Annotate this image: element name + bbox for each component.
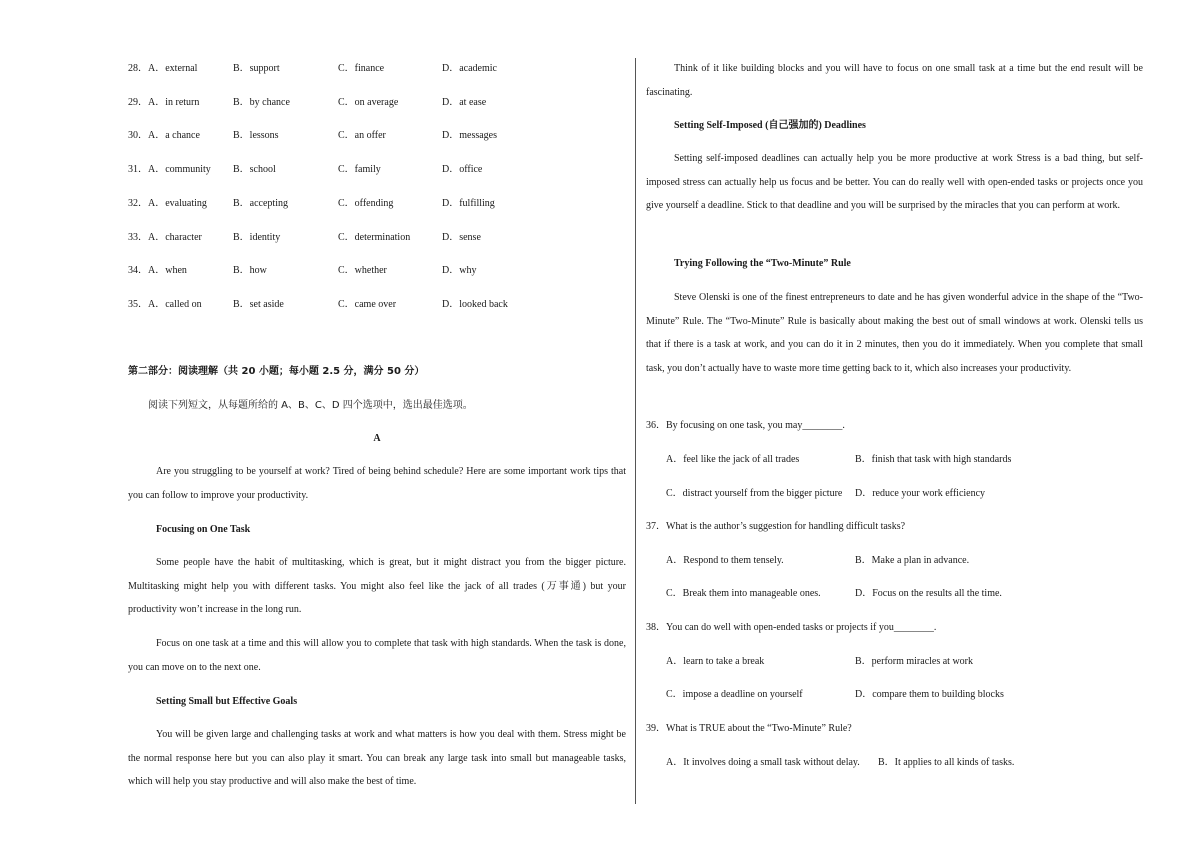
passage-paragraph-deadlines: Setting self-imposed deadlines can actually help you be more productive at work Stress is a bad thing, but self-imposed stress can actually help us focus and be better. You can do really well with open-ended tasks or projects once you give yourself a deadline. Stick to that deadline and you will be surprised by the miracles that you can perform at work. [646, 153, 1143, 211]
cloze-option-row [128, 62, 626, 76]
option-a[interactable]: A．character [148, 231, 202, 243]
option-b[interactable]: B．lessons [233, 130, 279, 142]
option-d[interactable]: D．fulfilling [442, 197, 495, 209]
cloze-option-row [128, 197, 626, 211]
option-b[interactable]: B．by chance [233, 96, 290, 108]
option-b[interactable]: B．school [233, 164, 276, 176]
option-d[interactable]: D．office [442, 164, 483, 176]
option-d[interactable]: D．why [442, 265, 477, 277]
question-number: 30． [128, 130, 148, 142]
option-d[interactable]: D．sense [442, 231, 481, 243]
question-38-option-c[interactable]: C．impose a deadline on yourself [666, 689, 803, 700]
question-number: 31． [128, 164, 148, 176]
question-36-stem: 36．By focusing on one task, you may________. [646, 420, 845, 431]
option-c[interactable]: C．finance [338, 63, 385, 74]
option-b[interactable]: B．set aside [233, 298, 284, 310]
passage-paragraph-large-tasks: You will be given large and challenging tasks at work and what matters is how you deal with them. Stress might be the normal response here but you can also play it smart. You can break any large task into small but manageable tasks, which will help you stay productive and will also make the best of time. [128, 729, 626, 787]
option-c[interactable]: C．whether [338, 265, 387, 277]
question-38-option-d[interactable]: D．compare them to building blocks [855, 689, 1004, 700]
option-a[interactable]: A．community [148, 164, 211, 176]
question-number: 32． [128, 197, 148, 209]
option-d[interactable]: D．messages [442, 130, 497, 142]
passage-paragraph-two-minute-rule: Steve Olenski is one of the finest entrepreneurs to date and he has given wonderful advice in the shape of the “Two-Minute” Rule. The “Two-Minute” Rule is basically about making the best out of small windows at work. Olenski tells us that if there is a task at work, and you can do it in 2 minutes, then you do it immediately. When you complete that small task, you don’t actually have to waste more time getting back to it, which also increases your productivity. [646, 292, 1143, 374]
option-c[interactable]: C．came over [338, 298, 397, 310]
question-number: 35． [128, 298, 148, 310]
passage-intro: Are you struggling to be yourself at work? Tired of being behind schedule? Here are some important work tips that you can follow to improve your productivity. [128, 466, 626, 501]
cloze-option-row [128, 298, 626, 312]
option-b[interactable]: B．accepting [233, 197, 288, 209]
heading-small-goals: Setting Small but Effective Goals [156, 696, 298, 707]
option-d[interactable]: D．academic [442, 63, 497, 74]
option-c[interactable]: C．determination [338, 231, 411, 243]
question-number: 33． [128, 231, 148, 243]
question-37-stem: 37．What is the author’s suggestion for handling difficult tasks? [646, 521, 906, 532]
question-number: 28． [128, 63, 148, 74]
column-divider [635, 58, 636, 804]
heading-two-minute-rule: Trying Following the “Two-Minute” Rule [674, 258, 851, 269]
question-39-option-a[interactable]: A．It involves doing a small task without delay. [666, 757, 860, 768]
question-38-stem: 38．You can do well with open-ended tasks or projects if you________. [646, 622, 937, 633]
option-b[interactable]: B．support [233, 63, 280, 74]
heading-self-imposed-deadlines: Setting Self-Imposed (自己强加的) Deadlines [674, 120, 866, 131]
passage-paragraph-building-blocks: Think of it like building blocks and you will have to focus on one small task at a time but the end result will be fascinating. [646, 63, 1143, 98]
question-39-stem: 39．What is TRUE about the “Two-Minute” Rule? [646, 723, 852, 734]
question-37-option-a[interactable]: A．Respond to them tensely. [666, 555, 784, 566]
option-a[interactable]: A．when [148, 265, 187, 277]
option-c[interactable]: C．on average [338, 96, 399, 108]
option-c[interactable]: C．family [338, 164, 381, 176]
cloze-option-row [128, 264, 626, 278]
passage-paragraph-focus: Focus on one task at a time and this will allow you to complete that task with high standards. When the task is done, you can move on to the next one. [128, 638, 626, 673]
option-c[interactable]: C．offending [338, 197, 394, 209]
cloze-option-row [128, 163, 626, 177]
question-36-option-d[interactable]: D．reduce your work efficiency [855, 488, 986, 499]
cloze-option-row [128, 129, 626, 143]
option-a[interactable]: A．called on [148, 298, 202, 310]
question-37-option-c[interactable]: C．Break them into manageable ones. [666, 588, 821, 599]
passage-label: A [373, 433, 381, 444]
passage-paragraph-multitasking: Some people have the habit of multitasking, which is great, but it might distract you from the bigger picture. Multitasking might help you with different tasks. You might also feel like the jack of all trades (万事通) but your productivity won’t increase in the long run. [128, 557, 626, 615]
section-title: 第二部分：阅读理解（共 20 小题；每小题 2.5 分，满分 50 分） [128, 366, 425, 377]
option-d[interactable]: D．at ease [442, 96, 487, 108]
question-38-option-b[interactable]: B．perform miracles at work [855, 656, 974, 667]
heading-focusing-on-one-task: Focusing on One Task [156, 524, 251, 535]
cloze-option-row [128, 96, 626, 110]
cloze-option-row [128, 231, 626, 245]
option-b[interactable]: B．how [233, 265, 267, 277]
question-number: 29． [128, 96, 148, 108]
question-39-option-b[interactable]: B．It applies to all kinds of tasks. [878, 757, 1015, 768]
section-instructions: 阅读下列短文，从每题所给的 A、B、C、D 四个选项中，选出最佳选项。 [148, 400, 473, 411]
question-36-option-c[interactable]: C．distract yourself from the bigger picture [666, 488, 843, 499]
option-a[interactable]: A．a chance [148, 130, 200, 142]
question-number: 34． [128, 265, 148, 277]
question-36-option-a[interactable]: A．feel like the jack of all trades [666, 454, 800, 465]
question-37-option-d[interactable]: D．Focus on the results all the time. [855, 588, 1002, 599]
option-a[interactable]: A．in return [148, 96, 200, 108]
question-38-option-a[interactable]: A．learn to take a break [666, 656, 765, 667]
option-b[interactable]: B．identity [233, 231, 281, 243]
question-36-option-b[interactable]: B．finish that task with high standards [855, 454, 1012, 465]
option-c[interactable]: C．an offer [338, 130, 386, 142]
option-a[interactable]: A．evaluating [148, 197, 207, 209]
option-d[interactable]: D．looked back [442, 298, 508, 310]
option-a[interactable]: A．external [148, 63, 198, 74]
question-37-option-b[interactable]: B．Make a plan in advance. [855, 555, 970, 566]
